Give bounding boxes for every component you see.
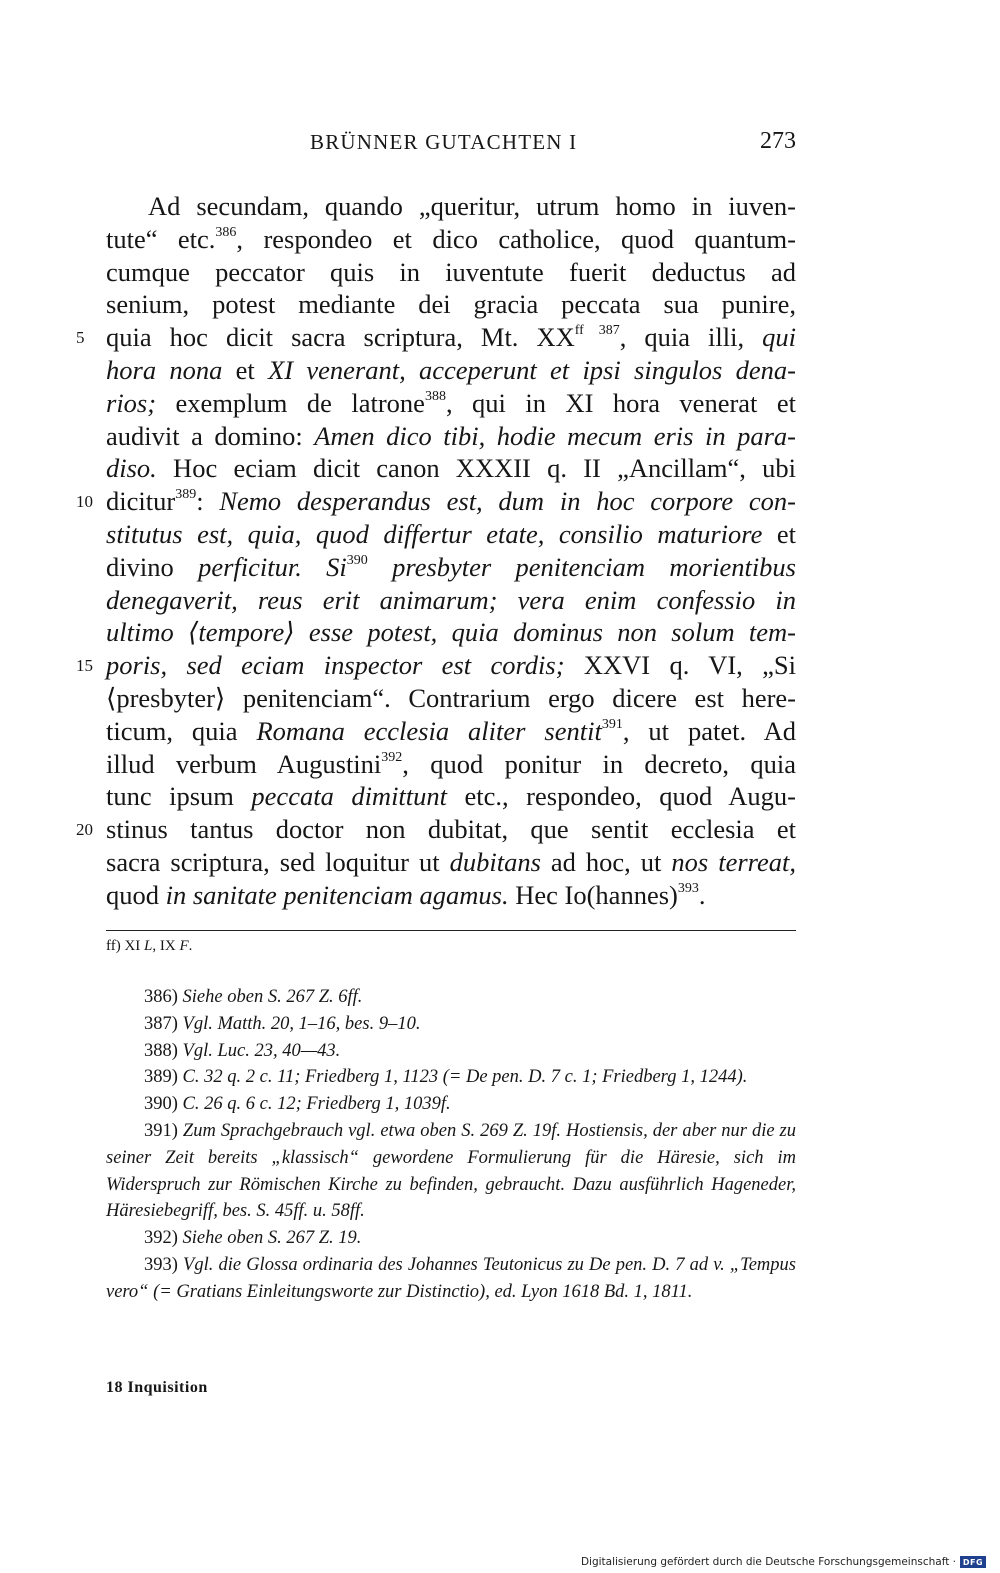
line-number: 10 — [76, 492, 93, 512]
footnote: 393) Vgl. die Glossa ordinaria des Johannes Teutonicus zu De pen. D. 7 ad v. „Tempus vero“ (= Gratians Einleitungsworte zur Distinctio), ed. Lyon 1618 Bd. 1, 1811. — [106, 1254, 796, 1302]
text-line: sacra scriptura, sed loquitur ut dubitans ad hoc, ut nos terreat, — [106, 846, 796, 877]
text-line: 10 dicitur$^{389}$: Nemo desperandus est, dum in hoc corpore con- — [106, 485, 796, 518]
footnote: 388) Vgl. Luc. 23, 40—43. — [144, 1040, 341, 1061]
text-line: 20 stinus tantus doctor non dubitat, que sentit ecclesia et — [106, 813, 796, 846]
footnote: 386) Siehe oben S. 267 Z. 6ff. — [144, 987, 363, 1007]
line-number: 5 — [76, 328, 85, 348]
text-line: cumque peccator quis in iuventute fuerit deductus ad — [106, 256, 796, 287]
text-line: tunc ipsum peccata dimittunt etc., respondeo, quod Augu- — [106, 781, 796, 812]
line-number: 15 — [76, 656, 93, 676]
footnote: 391) Zum Sprachgebrauch vgl. etwa oben S. 269 Z. 19f. Hostiensis, der aber nur die zu seiner Zeit bereits „klassisch“ gewordene Formulierung für die Häresie, sich im Widerspruch zur Römischen Kirche zu befinden, gebraucht. Dazu ausführlich Hageneder, Häresiebegriff, bes. S. 45ff. u. 58ff. — [106, 1120, 796, 1222]
text-line: 15 poris, sed eciam inspector est cordis; XXVI q. VI, „Si — [106, 649, 796, 682]
text-line: ticum, quia Romana ecclesia aliter sentit$^{391}$, ut patet. Ad — [106, 715, 796, 746]
text-line: hora nona et XI venerant, acceperunt et ipsi singulos dena- — [106, 354, 796, 385]
funding-notice — [581, 1555, 986, 1569]
footnote-ref[interactable]: ff 387 — [574, 323, 620, 339]
running-title: BRÜNNER GUTACHTEN I — [310, 130, 578, 154]
text-line: rios; exemplum de latrone$^{388}$, qui in XI hora venerat et — [106, 387, 796, 418]
main-text — [76, 190, 796, 912]
text-line: tute“ etc.$^{386}$, respondeo et dico catholice, quod quantum- — [106, 223, 796, 254]
footnote-ref[interactable]: 393 — [677, 880, 699, 896]
footnote: 392) Siehe oben S. 267 Z. 19. — [144, 1228, 362, 1249]
footnote-divider — [106, 930, 796, 931]
funding-text: Digitalisierung gefördert durch die Deutsche Forschungsgemeinschaft · — [580, 1556, 956, 1568]
text-line: diso. Hoc eciam dicit canon XXXII q. II „Ancillam“, ubi — [106, 453, 796, 484]
text-line: denegaverit, reus erit animarum; vera enim confessio in — [106, 584, 796, 615]
footnote: 390) C. 26 q. 6 c. 12; Friedberg 1, 1039f. — [144, 1094, 451, 1115]
dfg-logo-icon: DFG — [960, 1556, 986, 1568]
apparatus-note: ff) XI L, IX F. — [106, 938, 193, 954]
footnote: 387) Vgl. Matth. 20, 1–16, bes. 9–10. — [144, 1013, 421, 1034]
running-head — [106, 130, 796, 160]
footnote-ref[interactable]: 391 — [601, 716, 623, 732]
text-line: divino perficitur. Si$^{390}$ presbyter penitenciam morientibus — [106, 551, 796, 582]
footnote: 389) C. 32 q. 2 c. 11; Friedberg 1, 1123 (= De pen. D. 7 c. 1; Friedberg 1, 1244). — [144, 1067, 748, 1088]
footnotes — [106, 984, 796, 1306]
text-line: senium, potest mediante dei gracia peccata sua punire, — [106, 289, 796, 320]
footnote-ref[interactable]: 388 — [424, 388, 446, 404]
text-line: 5 quia hoc dicit sacra scriptura, Mt. $XX^{ff 387}$, quia illi, qui — [106, 321, 796, 354]
text-line: stitutus est, quia, quod differtur etate, consilio maturiore et — [106, 518, 796, 549]
page-number: 273 — [760, 128, 796, 154]
text-line: Ad secundam, quando „queritur, utrum homo in iuven- — [148, 191, 796, 221]
text-line: ultimo ⟨tempore⟩ esse potest, quia dominus non solum tem- — [106, 617, 796, 648]
footnote-ref[interactable]: 390 — [346, 552, 368, 568]
footnote-ref[interactable]: 386 — [215, 224, 237, 240]
printer-signature: 18 Inquisition — [106, 1379, 208, 1396]
footnote-ref[interactable]: 392 — [381, 749, 403, 765]
text-line: illud verbum Augustini$^{392}$, quod ponitur in decreto, quia — [106, 748, 796, 779]
text-line: audivit a domino: Amen dico tibi, hodie mecum eris in para- — [106, 420, 796, 451]
line-number: 20 — [76, 820, 93, 840]
text-line: ⟨presbyter⟩ penitenciam“. Contrarium ergo dicere est here- — [106, 682, 796, 713]
text-line: quod in sanitate penitenciam agamus. Hec Io(hannes)$^{393}$. — [106, 879, 706, 910]
footnote-ref[interactable]: 389 — [175, 487, 197, 503]
